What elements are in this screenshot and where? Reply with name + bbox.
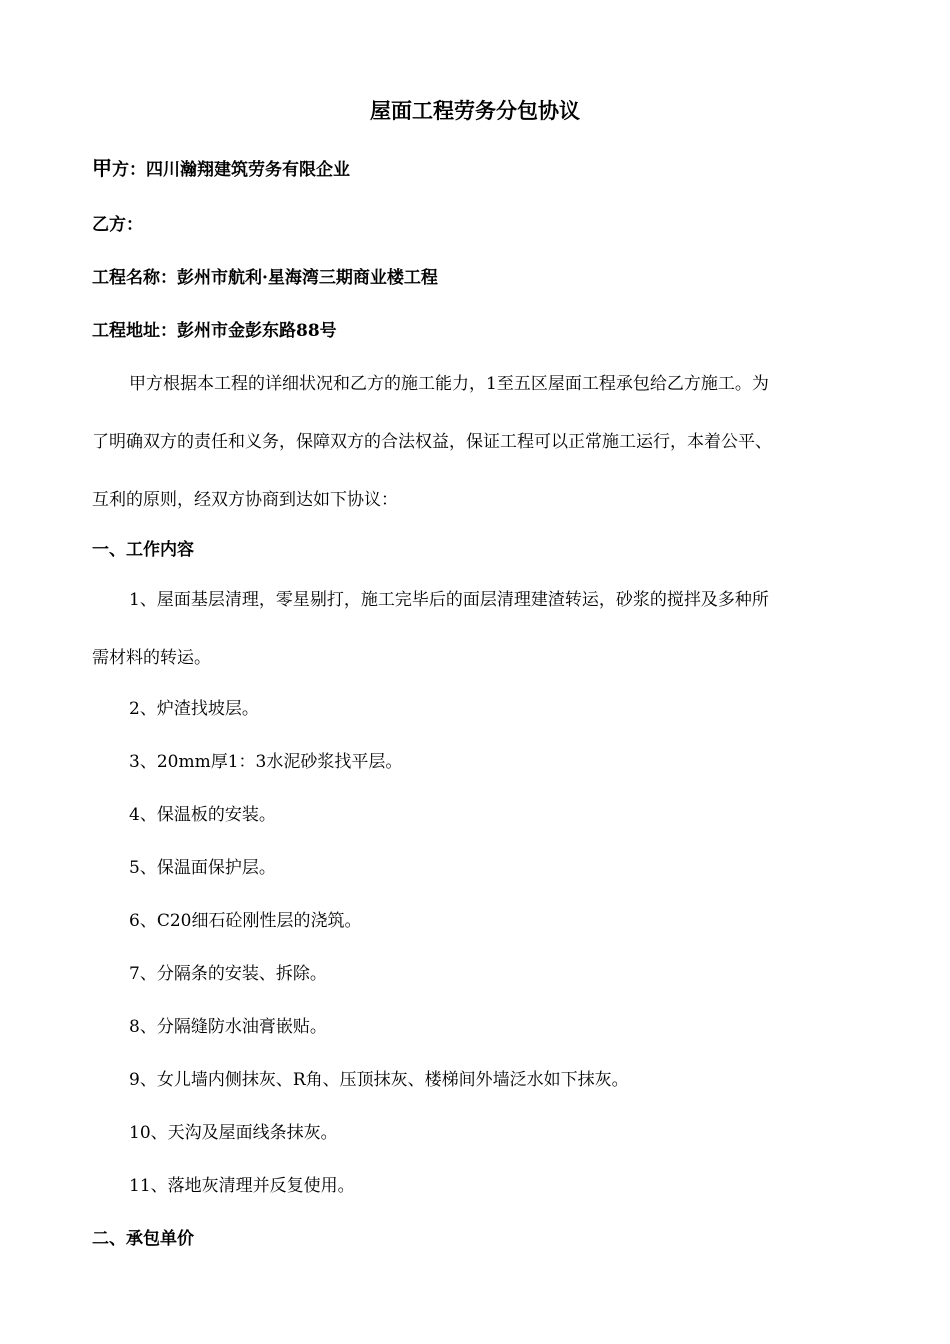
section-1-heading: 一、工作内容	[92, 540, 194, 560]
project-name: 工程名称：彭州市航利·星海湾三期商业楼工程	[92, 268, 438, 288]
intro-line-2: 了明确双方的责任和义务，保障双方的合法权益，保证工程可以正常施工运行，本着公平、	[92, 432, 772, 452]
work-item: 8、分隔缝防水油膏嵌贴。	[129, 1017, 327, 1037]
party-a-label: 甲	[92, 156, 112, 180]
section-2-heading: 二、承包单价	[92, 1229, 194, 1249]
work-item: 7、分隔条的安装、拆除。	[129, 964, 327, 984]
party-b-line: 乙方：	[92, 215, 143, 235]
work-item: 2、炉渣找坡层。	[129, 699, 259, 719]
intro-line-1: 甲方根据本工程的详细状况和乙方的施工能力，1至五区屋面工程承包给乙方施工。为	[129, 374, 769, 394]
work-item: 5、保温面保护层。	[129, 858, 276, 878]
work-item: 3、20mm厚1：3水泥砂浆找平层。	[129, 752, 403, 772]
work-item: 4、保温板的安装。	[129, 805, 276, 825]
work-item: 11、落地灰清理并反复使用。	[129, 1176, 355, 1196]
work-item: 9、女儿墙内侧抹灰、R角、压顶抹灰、楼梯间外墙泛水如下抹灰。	[129, 1070, 629, 1090]
project-address: 工程地址：彭州市金彭东路88号	[92, 321, 337, 341]
work-item: 6、C20细石砼刚性层的浇筑。	[129, 911, 362, 931]
work-item: 10、天沟及屋面线条抹灰。	[129, 1123, 338, 1143]
work-item-continuation: 需材料的转运。	[92, 648, 211, 668]
party-a-text: 方：四川瀚翔建筑劳务有限企业	[112, 160, 350, 180]
party-a-line	[92, 156, 350, 182]
document-title: 屋面工程劳务分包协议	[370, 98, 580, 123]
work-item: 1、屋面基层清理，零星剔打，施工完毕后的面层清理建渣转运，砂浆的搅拌及多种所	[129, 590, 769, 610]
intro-line-3: 互利的原则，经双方协商到达如下协议：	[92, 490, 398, 510]
